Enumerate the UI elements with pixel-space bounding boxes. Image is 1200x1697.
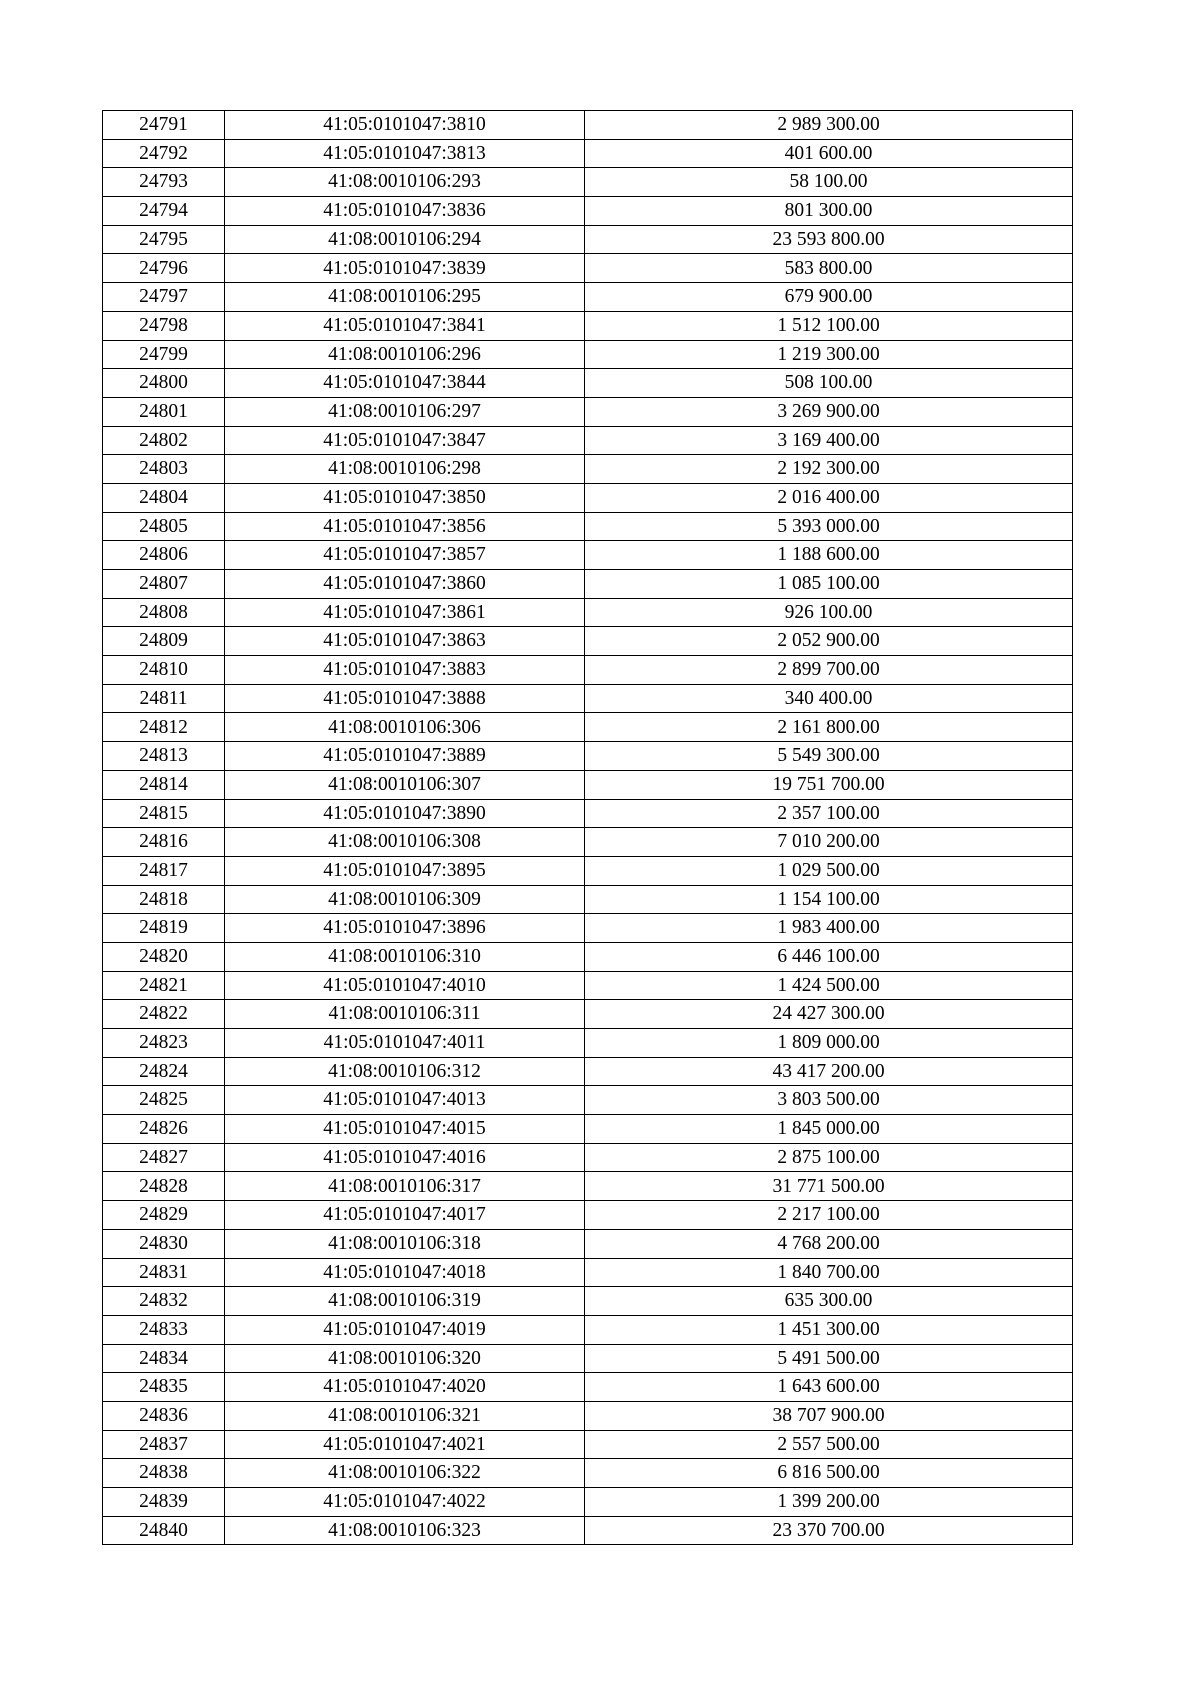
table-row <box>103 1029 1073 1058</box>
cadastral-value-cell: 3 803 500.00 <box>585 1086 1073 1115</box>
table-row <box>103 111 1073 140</box>
cadastral-number-cell: 41:05:0101047:3810 <box>225 111 585 140</box>
row-number-cell: 24819 <box>103 914 225 943</box>
row-number-cell: 24812 <box>103 713 225 742</box>
table-row <box>103 225 1073 254</box>
row-number-cell: 24838 <box>103 1459 225 1488</box>
table-row <box>103 1401 1073 1430</box>
table-row <box>103 684 1073 713</box>
row-number-cell: 24816 <box>103 828 225 857</box>
table-row <box>103 1057 1073 1086</box>
row-number-cell: 24802 <box>103 426 225 455</box>
cadastral-number-cell: 41:05:0101047:4018 <box>225 1258 585 1287</box>
table-row <box>103 483 1073 512</box>
cadastral-number-cell: 41:05:0101047:4020 <box>225 1373 585 1402</box>
table-row <box>103 627 1073 656</box>
row-number-cell: 24829 <box>103 1201 225 1230</box>
row-number-cell: 24805 <box>103 512 225 541</box>
cadastral-number-cell: 41:05:0101047:4017 <box>225 1201 585 1230</box>
cadastral-value-cell: 2 052 900.00 <box>585 627 1073 656</box>
row-number-cell: 24821 <box>103 971 225 1000</box>
cadastral-value-cell: 1 154 100.00 <box>585 885 1073 914</box>
cadastral-value-cell: 2 217 100.00 <box>585 1201 1073 1230</box>
cadastral-value-cell: 340 400.00 <box>585 684 1073 713</box>
cadastral-number-cell: 41:05:0101047:3850 <box>225 483 585 512</box>
cadastral-number-cell: 41:05:0101047:4016 <box>225 1143 585 1172</box>
row-number-cell: 24826 <box>103 1115 225 1144</box>
row-number-cell: 24818 <box>103 885 225 914</box>
cadastral-value-cell: 1 424 500.00 <box>585 971 1073 1000</box>
row-number-cell: 24798 <box>103 311 225 340</box>
cadastral-number-cell: 41:05:0101047:4021 <box>225 1430 585 1459</box>
cadastral-value-cell: 4 768 200.00 <box>585 1229 1073 1258</box>
cadastral-number-cell: 41:05:0101047:3883 <box>225 656 585 685</box>
cadastral-value-cell: 1 983 400.00 <box>585 914 1073 943</box>
cadastral-number-cell: 41:08:0010106:293 <box>225 168 585 197</box>
table-row <box>103 1086 1073 1115</box>
cadastral-number-cell: 41:08:0010106:321 <box>225 1401 585 1430</box>
cadastral-value-cell: 1 643 600.00 <box>585 1373 1073 1402</box>
cadastral-number-cell: 41:05:0101047:3844 <box>225 369 585 398</box>
cadastral-value-cell: 5 393 000.00 <box>585 512 1073 541</box>
cadastral-value-cell: 38 707 900.00 <box>585 1401 1073 1430</box>
cadastral-value-cell: 6 816 500.00 <box>585 1459 1073 1488</box>
row-number-cell: 24808 <box>103 598 225 627</box>
table-row <box>103 1000 1073 1029</box>
table-row <box>103 311 1073 340</box>
cadastral-number-cell: 41:05:0101047:3856 <box>225 512 585 541</box>
table-row <box>103 455 1073 484</box>
cadastral-value-cell: 1 029 500.00 <box>585 856 1073 885</box>
row-number-cell: 24800 <box>103 369 225 398</box>
cadastral-number-cell: 41:08:0010106:298 <box>225 455 585 484</box>
table-row <box>103 828 1073 857</box>
table-row <box>103 397 1073 426</box>
cadastral-number-cell: 41:05:0101047:3860 <box>225 570 585 599</box>
table-row <box>103 1172 1073 1201</box>
table-body <box>103 111 1073 1545</box>
row-number-cell: 24828 <box>103 1172 225 1201</box>
table-row <box>103 1258 1073 1287</box>
row-number-cell: 24794 <box>103 197 225 226</box>
cadastral-value-cell: 58 100.00 <box>585 168 1073 197</box>
row-number-cell: 24831 <box>103 1258 225 1287</box>
cadastral-number-cell: 41:05:0101047:4019 <box>225 1315 585 1344</box>
table-row <box>103 369 1073 398</box>
cadastral-number-cell: 41:05:0101047:4022 <box>225 1488 585 1517</box>
cadastral-number-cell: 41:08:0010106:317 <box>225 1172 585 1201</box>
cadastral-value-cell: 1 188 600.00 <box>585 541 1073 570</box>
row-number-cell: 24797 <box>103 283 225 312</box>
row-number-cell: 24795 <box>103 225 225 254</box>
row-number-cell: 24809 <box>103 627 225 656</box>
cadastral-number-cell: 41:05:0101047:3895 <box>225 856 585 885</box>
cadastral-value-cell: 2 899 700.00 <box>585 656 1073 685</box>
cadastral-number-cell: 41:05:0101047:4013 <box>225 1086 585 1115</box>
row-number-cell: 24835 <box>103 1373 225 1402</box>
cadastral-value-cell: 31 771 500.00 <box>585 1172 1073 1201</box>
row-number-cell: 24825 <box>103 1086 225 1115</box>
cadastral-value-cell: 2 989 300.00 <box>585 111 1073 140</box>
cadastral-number-cell: 41:08:0010106:311 <box>225 1000 585 1029</box>
cadastral-number-cell: 41:08:0010106:294 <box>225 225 585 254</box>
table-row <box>103 254 1073 283</box>
table-row <box>103 1430 1073 1459</box>
row-number-cell: 24822 <box>103 1000 225 1029</box>
cadastral-number-cell: 41:05:0101047:3890 <box>225 799 585 828</box>
table-row <box>103 1516 1073 1545</box>
table-row <box>103 598 1073 627</box>
table-row <box>103 656 1073 685</box>
row-number-cell: 24823 <box>103 1029 225 1058</box>
row-number-cell: 24796 <box>103 254 225 283</box>
table-row <box>103 942 1073 971</box>
cadastral-value-cell: 1 845 000.00 <box>585 1115 1073 1144</box>
table-row <box>103 1315 1073 1344</box>
table-row <box>103 1344 1073 1373</box>
row-number-cell: 24817 <box>103 856 225 885</box>
table-row <box>103 799 1073 828</box>
row-number-cell: 24814 <box>103 770 225 799</box>
table-row <box>103 1201 1073 1230</box>
cadastral-number-cell: 41:08:0010106:312 <box>225 1057 585 1086</box>
row-number-cell: 24820 <box>103 942 225 971</box>
row-number-cell: 24834 <box>103 1344 225 1373</box>
row-number-cell: 24839 <box>103 1488 225 1517</box>
cadastral-number-cell: 41:05:0101047:3813 <box>225 139 585 168</box>
cadastral-number-cell: 41:08:0010106:306 <box>225 713 585 742</box>
row-number-cell: 24793 <box>103 168 225 197</box>
cadastral-value-cell: 2 016 400.00 <box>585 483 1073 512</box>
cadastral-number-cell: 41:05:0101047:3861 <box>225 598 585 627</box>
table-row <box>103 971 1073 1000</box>
cadastral-value-cell: 5 491 500.00 <box>585 1344 1073 1373</box>
cadastral-value-cell: 3 269 900.00 <box>585 397 1073 426</box>
table-row <box>103 340 1073 369</box>
row-number-cell: 24799 <box>103 340 225 369</box>
table-row <box>103 1373 1073 1402</box>
row-number-cell: 24791 <box>103 111 225 140</box>
cadastral-number-cell: 41:08:0010106:295 <box>225 283 585 312</box>
cadastral-number-cell: 41:08:0010106:320 <box>225 1344 585 1373</box>
cadastral-number-cell: 41:05:0101047:3841 <box>225 311 585 340</box>
cadastral-value-cell: 19 751 700.00 <box>585 770 1073 799</box>
cadastral-number-cell: 41:05:0101047:4010 <box>225 971 585 1000</box>
cadastral-value-cell: 583 800.00 <box>585 254 1073 283</box>
row-number-cell: 24840 <box>103 1516 225 1545</box>
cadastral-value-cell: 1 219 300.00 <box>585 340 1073 369</box>
row-number-cell: 24801 <box>103 397 225 426</box>
cadastral-number-cell: 41:08:0010106:310 <box>225 942 585 971</box>
cadastral-number-cell: 41:08:0010106:307 <box>225 770 585 799</box>
cadastral-value-cell: 1 840 700.00 <box>585 1258 1073 1287</box>
cadastral-value-cell: 43 417 200.00 <box>585 1057 1073 1086</box>
table-row <box>103 283 1073 312</box>
cadastral-number-cell: 41:05:0101047:4015 <box>225 1115 585 1144</box>
row-number-cell: 24833 <box>103 1315 225 1344</box>
cadastral-number-cell: 41:05:0101047:3889 <box>225 742 585 771</box>
table-row <box>103 742 1073 771</box>
row-number-cell: 24810 <box>103 656 225 685</box>
cadastral-value-cell: 508 100.00 <box>585 369 1073 398</box>
cadastral-value-cell: 7 010 200.00 <box>585 828 1073 857</box>
row-number-cell: 24811 <box>103 684 225 713</box>
row-number-cell: 24837 <box>103 1430 225 1459</box>
cadastral-value-cell: 23 370 700.00 <box>585 1516 1073 1545</box>
row-number-cell: 24830 <box>103 1229 225 1258</box>
cadastral-value-cell: 926 100.00 <box>585 598 1073 627</box>
cadastral-value-cell: 635 300.00 <box>585 1287 1073 1316</box>
cadastral-value-cell: 1 512 100.00 <box>585 311 1073 340</box>
cadastral-value-cell: 23 593 800.00 <box>585 225 1073 254</box>
cadastral-value-cell: 801 300.00 <box>585 197 1073 226</box>
cadastral-number-cell: 41:05:0101047:3839 <box>225 254 585 283</box>
cadastral-value-cell: 1 399 200.00 <box>585 1488 1073 1517</box>
table-row <box>103 770 1073 799</box>
cadastral-number-cell: 41:05:0101047:3857 <box>225 541 585 570</box>
cadastral-value-cell: 1 085 100.00 <box>585 570 1073 599</box>
table-row <box>103 1287 1073 1316</box>
cadastral-number-cell: 41:08:0010106:319 <box>225 1287 585 1316</box>
cadastral-number-cell: 41:08:0010106:323 <box>225 1516 585 1545</box>
row-number-cell: 24824 <box>103 1057 225 1086</box>
cadastral-value-cell: 2 557 500.00 <box>585 1430 1073 1459</box>
table-row <box>103 856 1073 885</box>
cadastral-value-cell: 2 161 800.00 <box>585 713 1073 742</box>
row-number-cell: 24807 <box>103 570 225 599</box>
table-row <box>103 1115 1073 1144</box>
cadastral-value-cell: 1 809 000.00 <box>585 1029 1073 1058</box>
row-number-cell: 24792 <box>103 139 225 168</box>
cadastral-number-cell: 41:08:0010106:322 <box>225 1459 585 1488</box>
cadastral-number-cell: 41:08:0010106:309 <box>225 885 585 914</box>
cadastral-value-cell: 2 875 100.00 <box>585 1143 1073 1172</box>
row-number-cell: 24832 <box>103 1287 225 1316</box>
cadastral-number-cell: 41:08:0010106:297 <box>225 397 585 426</box>
cadastral-number-cell: 41:05:0101047:3836 <box>225 197 585 226</box>
cadastral-value-table <box>102 110 1073 1545</box>
cadastral-number-cell: 41:05:0101047:3888 <box>225 684 585 713</box>
table-row <box>103 1488 1073 1517</box>
cadastral-value-cell: 401 600.00 <box>585 139 1073 168</box>
cadastral-value-cell: 5 549 300.00 <box>585 742 1073 771</box>
row-number-cell: 24806 <box>103 541 225 570</box>
cadastral-value-cell: 2 192 300.00 <box>585 455 1073 484</box>
row-number-cell: 24815 <box>103 799 225 828</box>
cadastral-number-cell: 41:05:0101047:3847 <box>225 426 585 455</box>
row-number-cell: 24803 <box>103 455 225 484</box>
row-number-cell: 24836 <box>103 1401 225 1430</box>
table-row <box>103 885 1073 914</box>
table-row <box>103 1143 1073 1172</box>
cadastral-number-cell: 41:08:0010106:308 <box>225 828 585 857</box>
cadastral-value-cell: 2 357 100.00 <box>585 799 1073 828</box>
table-row <box>103 512 1073 541</box>
cadastral-value-cell: 24 427 300.00 <box>585 1000 1073 1029</box>
table-row <box>103 1229 1073 1258</box>
table-row <box>103 570 1073 599</box>
table-row <box>103 139 1073 168</box>
row-number-cell: 24827 <box>103 1143 225 1172</box>
row-number-cell: 24813 <box>103 742 225 771</box>
table-row <box>103 168 1073 197</box>
cadastral-number-cell: 41:05:0101047:3896 <box>225 914 585 943</box>
table-row <box>103 541 1073 570</box>
table-row <box>103 914 1073 943</box>
table-row <box>103 713 1073 742</box>
cadastral-number-cell: 41:05:0101047:3863 <box>225 627 585 656</box>
cadastral-number-cell: 41:05:0101047:4011 <box>225 1029 585 1058</box>
cadastral-value-cell: 1 451 300.00 <box>585 1315 1073 1344</box>
cadastral-value-cell: 3 169 400.00 <box>585 426 1073 455</box>
table-row <box>103 1459 1073 1488</box>
cadastral-value-cell: 6 446 100.00 <box>585 942 1073 971</box>
table-row <box>103 426 1073 455</box>
table-row <box>103 197 1073 226</box>
row-number-cell: 24804 <box>103 483 225 512</box>
cadastral-value-cell: 679 900.00 <box>585 283 1073 312</box>
cadastral-number-cell: 41:08:0010106:318 <box>225 1229 585 1258</box>
cadastral-number-cell: 41:08:0010106:296 <box>225 340 585 369</box>
